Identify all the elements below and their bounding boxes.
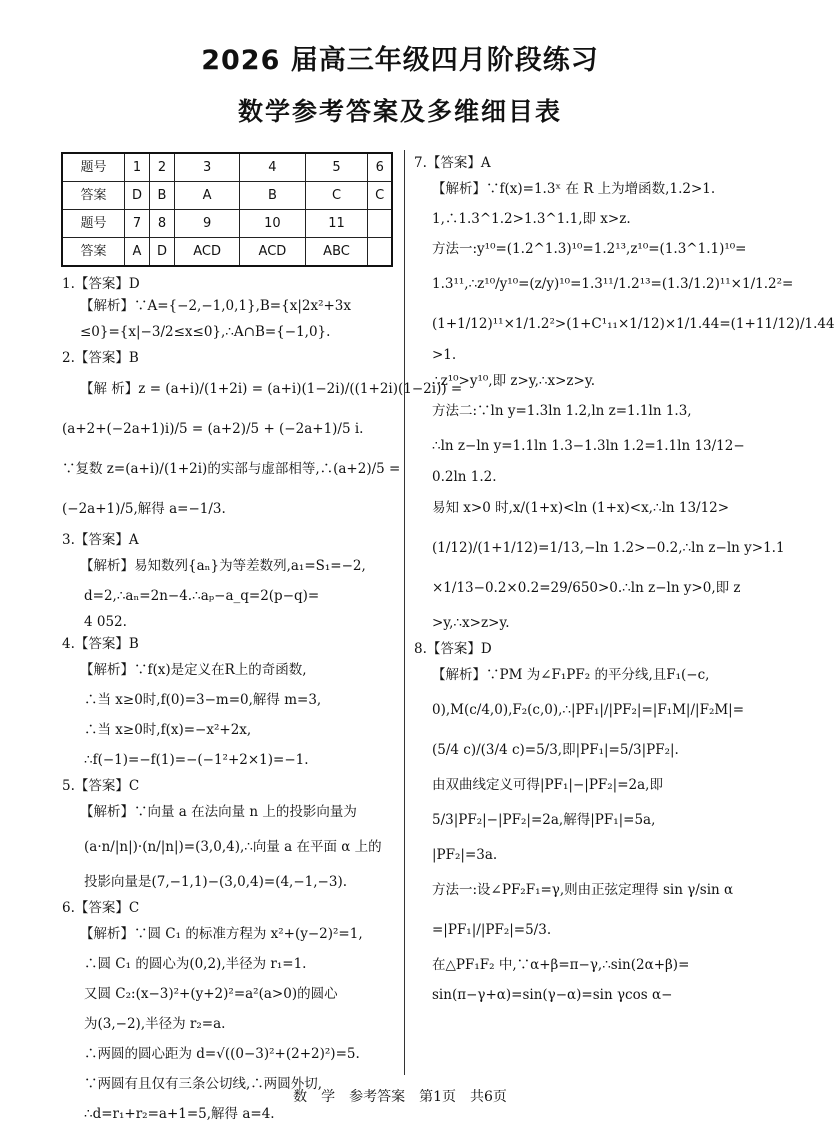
solution-line: d=2,∴aₙ=2n−4.∴aₚ−a_q=2(p−q)= — [84, 588, 320, 604]
solution-line: 【解析】∵向量 a 在法向量 n 上的投影向量为 — [80, 804, 357, 820]
table-cell: 题号 — [62, 210, 124, 238]
answer-heading-1: 1.【答案】D — [62, 276, 140, 292]
solution-line: ≤0}={x|−3/2≤x≤0},∴A∩B={−1,0}. — [80, 324, 331, 340]
solution-line: |PF₂|=3a. — [432, 847, 498, 863]
solution-line: 方法二:∵ln y=1.3ln 1.2,ln z=1.1ln 1.3, — [432, 403, 692, 419]
solution-line: ∴两圆的圆心距为 d=√((0−3)²+(2+2)²)=5. — [84, 1046, 360, 1062]
solution-line: sin(π−γ+α)=sin(γ−α)=sin γcos α− — [432, 987, 673, 1003]
table-cell: 1 — [124, 153, 149, 182]
page-subtitle: 数学参考答案及多维细目表 — [237, 97, 562, 126]
solution-line: (1+1/12)¹¹×1/1.2²>(1+C¹₁₁×1/12)×1/1.44=(1+11/12)/1.44 — [432, 316, 835, 332]
table-cell — [368, 238, 392, 267]
page-title: 2026 届高三年级四月阶段练习 — [201, 45, 599, 76]
table-cell: D — [124, 182, 149, 210]
table-cell: 8 — [149, 210, 174, 238]
solution-line: ∴d=r₁+r₂=a+1=5,解得 a=4. — [84, 1106, 275, 1122]
table-cell: ACD — [174, 238, 239, 267]
solution-line: ∴当 x≥0时,f(0)=3−m=0,解得 m=3, — [84, 692, 322, 708]
solution-line: ∴ln z−ln y=1.1ln 1.3−1.3ln 1.2=1.1ln 13/12− — [432, 438, 745, 454]
table-cell: 11 — [305, 210, 368, 238]
solution-line: 为(3,−2),半径为 r₂=a. — [84, 1016, 226, 1032]
solution-line: 在△PF₁F₂ 中,∵α+β=π−γ,∴sin(2α+β)= — [432, 957, 690, 973]
solution-line: ∴z¹⁰>y¹⁰,即 z>y,∴x>z>y. — [432, 373, 595, 389]
answer-heading-2: 2.【答案】B — [62, 350, 139, 366]
table-row — [62, 210, 392, 238]
table-cell: A — [124, 238, 149, 267]
table-cell: 3 — [174, 153, 239, 182]
page-footer: 数 学 参考答案 第1页 共6页 — [293, 1089, 507, 1105]
solution-line: 【解析】∵f(x)是定义在R上的奇函数, — [80, 662, 307, 678]
solution-line: 【解析】易知数列{aₙ}为等差数列,a₁=S₁=−2, — [80, 558, 366, 574]
solution-line: (a·n/|n|)·(n/|n|)=(3,0,4),∴向量 a 在平面 α 上的 — [84, 839, 382, 855]
solution-line: 【解 析】z = (a+i)/(1+2i) = (a+i)(1−2i)/((1+2i)(1−2i)) = — [80, 381, 463, 397]
table-cell: C — [368, 182, 392, 210]
solution-line: (5/4 c)/(3/4 c)=5/3,即|PF₁|=5/3|PF₂|. — [432, 742, 679, 758]
solution-line: 0.2ln 1.2. — [432, 469, 497, 485]
table-cell: B — [149, 182, 174, 210]
solution-line: 投影向量是(7,−1,1)−(3,0,4)=(4,−1,−3). — [84, 874, 347, 890]
answer-heading-3: 3.【答案】A — [62, 532, 139, 548]
solution-line: 【解析】∵A={−2,−1,0,1},B={x|2x²+3x — [80, 298, 351, 314]
solution-line: ×1/13−0.2×0.2=29/650>0.∴ln z−ln y>0,即 z — [432, 580, 741, 596]
solution-line: 由双曲线定义可得|PF₁|−|PF₂|=2a,即 — [432, 777, 663, 793]
table-row — [62, 153, 392, 182]
solution-line: (1/12)/(1+1/12)=1/13,−ln 1.2>−0.2,∴ln z−ln y>1.1 — [432, 540, 785, 556]
table-cell: 答案 — [62, 182, 124, 210]
solution-line: ∴当 x≥0时,f(x)=−x²+2x, — [84, 722, 252, 738]
solution-line: 【解析】∵PM 为∠F₁PF₂ 的平分线,且F₁(−c, — [432, 667, 710, 683]
solution-line: 又圆 C₂:(x−3)²+(y+2)²=a²(a>0)的圆心 — [84, 986, 338, 1002]
solution-line: ∴圆 C₁ 的圆心为(0,2),半径为 r₁=1. — [84, 956, 307, 972]
answer-heading-6: 6.【答案】C — [62, 900, 140, 916]
table-cell: 7 — [124, 210, 149, 238]
answer-table — [61, 152, 393, 267]
solution-line: ∴f(−1)=−f(1)=−(−1²+2×1)=−1. — [84, 752, 309, 768]
column-divider — [404, 150, 405, 1075]
solution-line: =|PF₁|/|PF₂|=5/3. — [432, 922, 552, 938]
answer-heading-7: 7.【答案】A — [414, 155, 491, 171]
solution-line: 0),M(c/4,0),F₂(c,0),∴|PF₁|/|PF₂|=|F₁M|/|F₂M|= — [432, 702, 745, 718]
table-cell: 题号 — [62, 153, 124, 182]
right-column — [414, 152, 835, 1010]
table-cell: B — [240, 182, 305, 210]
answer-heading-5: 5.【答案】C — [62, 778, 140, 794]
table-cell: 6 — [368, 153, 392, 182]
solution-line: (a+2+(−2a+1)i)/5 = (a+2)/5 + (−2a+1)/5 i. — [62, 421, 364, 437]
table-cell: 9 — [174, 210, 239, 238]
answer-heading-8: 8.【答案】D — [414, 641, 492, 657]
table-cell: D — [149, 238, 174, 267]
table-cell: ABC — [305, 238, 368, 267]
table-cell: ACD — [240, 238, 305, 267]
table-cell: 5 — [305, 153, 368, 182]
solution-line: 易知 x>0 时,x/(1+x)<ln (1+x)<x,∴ln 13/12> — [432, 500, 730, 516]
solution-line: 1,∴1.3^1.2>1.3^1.1,即 x>z. — [432, 211, 631, 227]
solution-line: >1. — [432, 347, 457, 363]
table-cell: C — [305, 182, 368, 210]
solution-line: ∵复数 z=(a+i)/(1+2i)的实部与虚部相等,∴(a+2)/5 = — [62, 461, 401, 477]
solution-line: 方法一:设∠PF₂F₁=γ,则由正弦定理得 sin γ/sin α — [432, 882, 734, 898]
solution-line: ∵两圆有且仅有三条公切线,∴两圆外切, — [84, 1076, 323, 1092]
solution-line: 【解析】∵f(x)=1.3ˣ 在 R 上为增函数,1.2>1. — [432, 181, 716, 197]
table-cell: 2 — [149, 153, 174, 182]
table-cell — [368, 210, 392, 238]
solution-line: 1.3¹¹,∴z¹⁰/y¹⁰=(z/y)¹⁰=1.3¹¹/1.2¹³=(1.3/1.2)¹¹×1/1.2²= — [432, 276, 794, 292]
table-cell: 10 — [240, 210, 305, 238]
solution-line: 方法一:y¹⁰=(1.2^1.3)¹⁰=1.2¹³,z¹⁰=(1.3^1.1)¹⁰= — [432, 241, 747, 257]
solution-line: (−2a+1)/5,解得 a=−1/3. — [62, 501, 226, 517]
solution-line: 5/3|PF₂|−|PF₂|=2a,解得|PF₁|=5a, — [432, 812, 656, 828]
table-row — [62, 182, 392, 210]
table-cell: 4 — [240, 153, 305, 182]
solution-line: 【解析】∵圆 C₁ 的标准方程为 x²+(y−2)²=1, — [80, 926, 363, 942]
table-row — [62, 238, 392, 267]
table-cell: A — [174, 182, 239, 210]
table-cell: 答案 — [62, 238, 124, 267]
solution-line: 4 052. — [84, 614, 127, 630]
solution-line: >y,∴x>z>y. — [432, 615, 510, 631]
answer-heading-4: 4.【答案】B — [62, 636, 139, 652]
